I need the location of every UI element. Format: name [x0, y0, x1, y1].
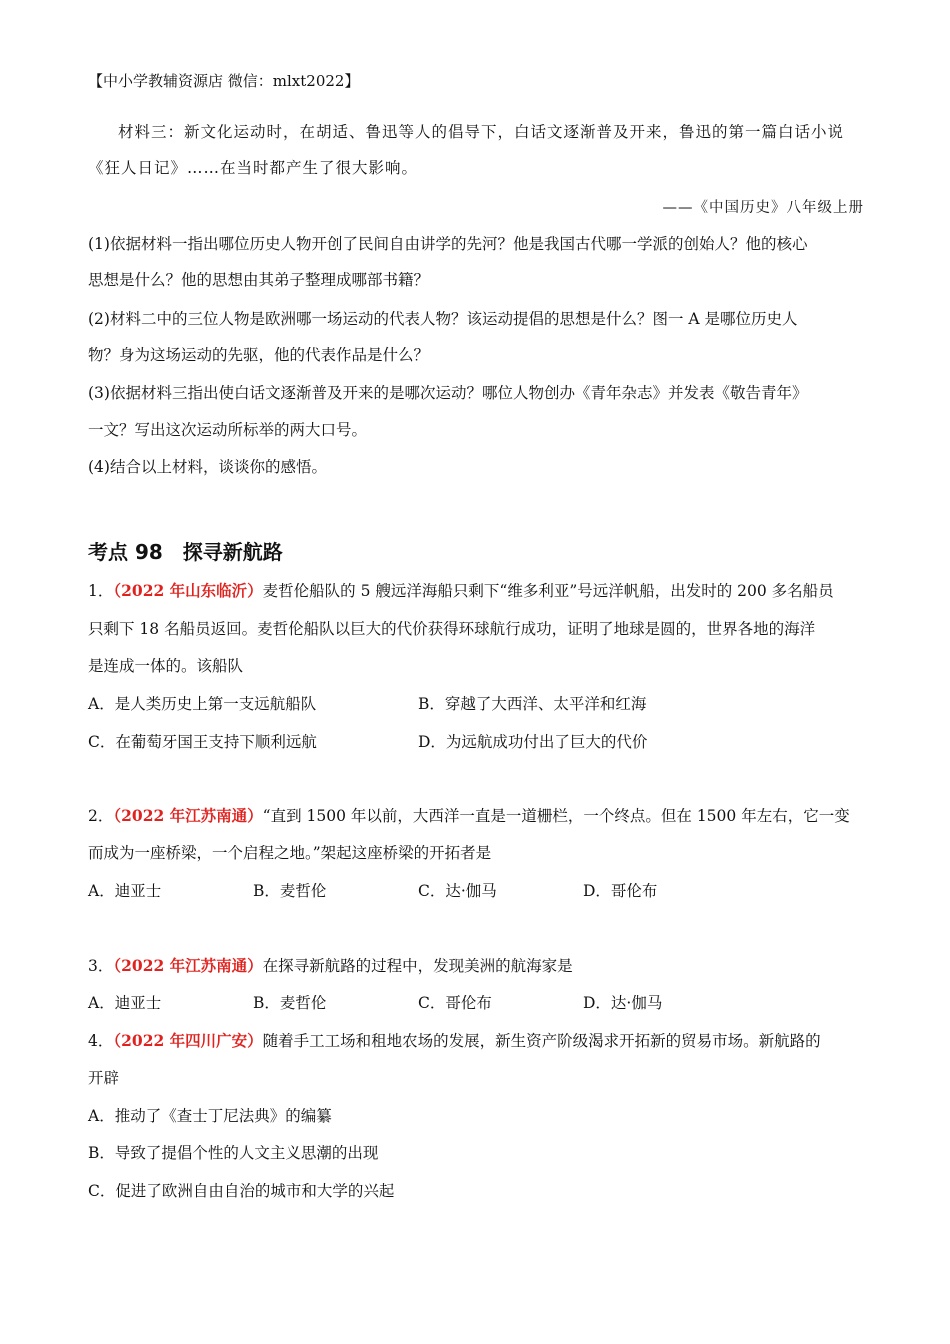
item-3-option-c: C．哥伦布 [418, 994, 492, 1012]
item-4-option-a: A．推动了《查士丁尼法典》的编纂 [88, 1107, 332, 1125]
item-4-line1 [88, 1030, 821, 1052]
item-3-number: 3． [88, 957, 114, 975]
item-4-number: 4． [88, 1032, 114, 1050]
page-header: 【中小学教辅资源店 微信：mlxt2022】 [88, 72, 360, 90]
item-4-option-b: B．导致了提倡个性的人文主义思潮的出现 [88, 1144, 379, 1162]
item-1-source-tag: （2022 年山东临沂） [113, 581, 263, 600]
material3-line2: 《狂人日记》……在当时都产生了很大影响。 [88, 159, 419, 177]
question-1-line2: 思想是什么？他的思想由其弟子整理成哪部书籍？ [88, 271, 430, 289]
item-2-number: 2． [88, 807, 114, 825]
item-2-line1 [88, 805, 850, 827]
item-4-stem: 随着手工工场和租地农场的发展，新生资产阶级渴求开拓新的贸易市场。新航路的 [262, 1032, 821, 1050]
item-2-option-a: A．迪亚士 [88, 882, 162, 900]
question-2-line2: 物？身为这场运动的先驱，他的代表作品是什么？ [88, 346, 430, 364]
section-title: 考点 98 探寻新航路 [88, 540, 283, 564]
question-3-line2: 一文？写出这次运动所标举的两大口号。 [88, 421, 368, 439]
item-3-stem: 在探寻新航路的过程中，发现美洲的航海家是 [262, 957, 573, 975]
material3-line1: 材料三：新文化运动时，在胡适、鲁迅等人的倡导下，白话文逐渐普及开来，鲁迅的第一篇白话小说 [118, 123, 845, 141]
item-3-line1 [88, 955, 573, 977]
item-1-line2: 只剩下 18 名船员返回。麦哲伦船队以巨大的代价获得环球航行成功，证明了地球是圆的，世界各地的海洋 [88, 620, 816, 638]
item-2-option-d: D．哥伦布 [583, 882, 658, 900]
question-2-line1: (2)材料二中的三位人物是欧洲哪一场运动的代表人物？该运动提倡的思想是什么？图一 A 是哪位历史人 [88, 310, 798, 328]
item-2-source-tag: （2022 年江苏南通） [113, 806, 263, 825]
question-1-line1: (1)依据材料一指出哪位历史人物开创了民间自由讲学的先河？他是我国古代哪一学派的创始人？他的核心 [88, 235, 808, 253]
question-3-line1: (3)依据材料三指出使白话文逐渐普及开来的是哪次运动？哪位人物创办《青年杂志》并发表《敬告青年》 [88, 384, 808, 402]
item-1-option-d: D．为远航成功付出了巨大的代价 [418, 733, 648, 751]
item-1-line1 [88, 580, 834, 602]
item-2-line2: 而成为一座桥梁，一个启程之地。”架起这座桥梁的开拓者是 [88, 844, 492, 862]
item-3-option-a: A．迪亚士 [88, 994, 162, 1012]
item-4-option-c: C．促进了欧洲自由自治的城市和大学的兴起 [88, 1182, 395, 1200]
item-3-source-tag: （2022 年江苏南通） [113, 956, 263, 975]
item-2-option-c: C．达·伽马 [418, 882, 497, 900]
item-1-number: 1． [88, 582, 114, 600]
item-2-option-b: B．麦哲伦 [253, 882, 327, 900]
question-4: (4)结合以上材料，谈谈你的感悟。 [88, 458, 327, 476]
item-3-option-b: B．麦哲伦 [253, 994, 327, 1012]
item-3-option-d: D．达·伽马 [583, 994, 663, 1012]
item-1-option-c: C．在葡萄牙国王支持下顺利远航 [88, 733, 317, 751]
item-1-line3: 是连成一体的。该船队 [88, 657, 244, 675]
material3-source: ——《中国历史》八年级上册 [662, 200, 864, 216]
item-2-stem: “直到 1500 年以前，大西洋一直是一道栅栏，一个终点。但在 1500 年左右，它一变 [262, 807, 850, 825]
item-4-source-tag: （2022 年四川广安） [113, 1031, 263, 1050]
item-1-stem: 麦哲伦船队的 5 艘远洋海船只剩下“维多利亚”号远洋帆船，出发时的 200 多名船员 [262, 582, 834, 600]
item-4-line2: 开辟 [88, 1069, 120, 1087]
item-1-option-a: A．是人类历史上第一支远航船队 [88, 695, 317, 713]
item-1-option-b: B．穿越了大西洋、太平洋和红海 [418, 695, 647, 713]
